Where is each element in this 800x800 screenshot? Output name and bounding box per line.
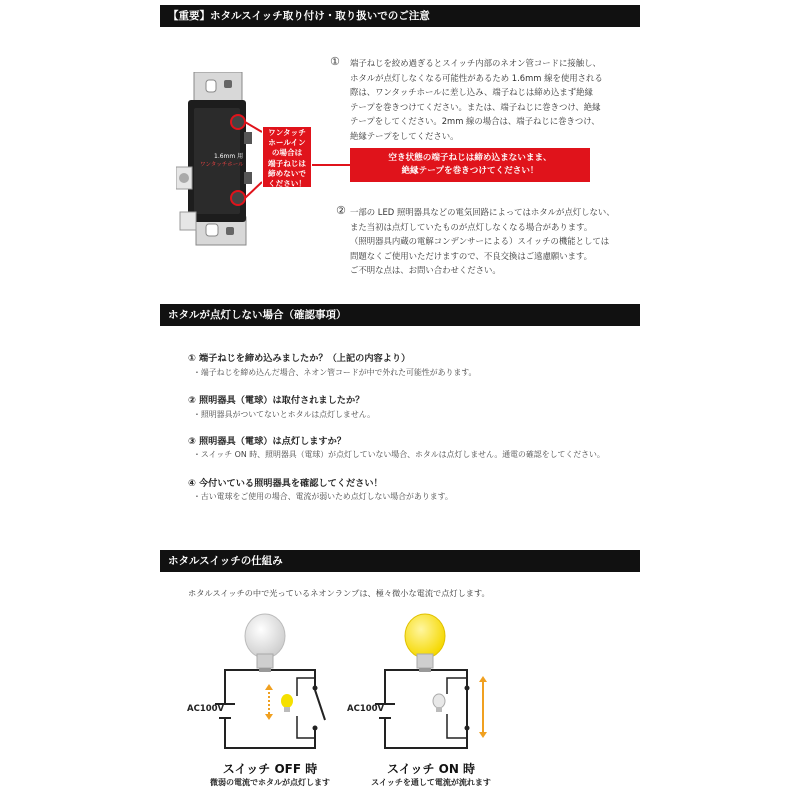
check-item-3-desc: ・スイッチ ON 時、照明器具（電球）が点灯していない場合、ホタルは点灯しません。通電の確認をしてください。 xyxy=(193,450,605,459)
section1-header: 【重要】ホタルスイッチ取り付け・取り扱いでのご注意 xyxy=(160,5,640,27)
note1-number: ① xyxy=(330,55,340,68)
note1-text: 端子ねじを絞め過ぎるとスイッチ内部のネオン管コードに接触し、 ホタルが点灯しなくなる可能性があるため 1.6mm 線を使用される 際は、ワンタッチホールに差し込み、端子ねじは締め込まず絶縁 テープを巻きつけてください。または、端子ねじに巻きつけ、絶縁 テープをしてください。2mm 線の場合は、端子ねじに巻きつけ、 絶縁テープをしてください。 xyxy=(350,58,603,141)
on-title: スイッチ ON 時 xyxy=(386,762,476,776)
check-item-2-title: ② 照明器具（電球）は取付されましたか？ xyxy=(188,395,365,406)
callout-left: ワンタッチ ホールイン の場合は 端子ねじは 締めないで ください！ xyxy=(262,126,312,188)
on-subtitle: スイッチを通して電流が流れます xyxy=(371,778,491,787)
note2-number: ② xyxy=(336,204,346,217)
note2-text: 一部の LED 照明器具などの電気回路によってはホタルが点灯しない、 また当初は点灯していたものが点灯しなくなる場合があります。 （照明器具内蔵の電解コンデンサーによる）スイッチの機能としては 問題なくご使用いただけますので、不良交換はご遠慮願います。 ご不明な点は、お問い合わせください。 xyxy=(350,207,615,276)
switch-label-1: 1.6mm 用 xyxy=(214,153,244,160)
off-title: スイッチ OFF 時 xyxy=(222,762,318,776)
on-ac-label: AC100V xyxy=(347,704,385,714)
switch-illustration xyxy=(176,72,336,252)
check-item-4-title: ④ 今付いている照明器具を確認してください！ xyxy=(188,478,383,489)
switch-label-2: ワンタッチホール xyxy=(200,162,244,168)
section2-header: ホタルが点灯しない場合（確認事項） xyxy=(160,304,640,326)
section3-header: ホタルスイッチの仕組み xyxy=(160,550,640,572)
check-item-1-desc: ・端子ねじを締め込んだ場合、ネオン管コードが中で外れた可能性があります。 xyxy=(193,368,477,377)
bulb-on-icon xyxy=(405,614,445,658)
circuit-on-diagram xyxy=(345,608,505,758)
off-subtitle: 微弱の電流でホタルが点灯します xyxy=(210,778,330,787)
check-item-3-title: ③ 照明器具（電球）は点灯しますか？ xyxy=(188,436,346,447)
check-item-4-desc: ・古い電球をご使用の場合、電流が弱いため点灯しない場合があります。 xyxy=(193,492,453,501)
off-ac-label: AC100V xyxy=(187,704,225,714)
callout-right: 空き状態の端子ねじは締め込まないまま、 絶縁テープを巻きつけてください！ xyxy=(350,148,590,182)
bulb-off-icon xyxy=(245,614,285,658)
circuit-off-diagram xyxy=(185,608,345,758)
neon-lamp-off-icon xyxy=(433,694,445,708)
check-item-2-desc: ・照明器具がついてないとホタルは点灯しません。 xyxy=(193,410,375,419)
mechanism-intro: ホタルスイッチの中で光っているネオンランプは、極々微小な電流で点灯します。 xyxy=(188,588,490,598)
neon-lamp-on-icon xyxy=(281,694,293,708)
check-item-1-title: ① 端子ねじを締め込みましたか？（上記の内容より） xyxy=(188,353,411,364)
callout-connector xyxy=(312,164,350,166)
